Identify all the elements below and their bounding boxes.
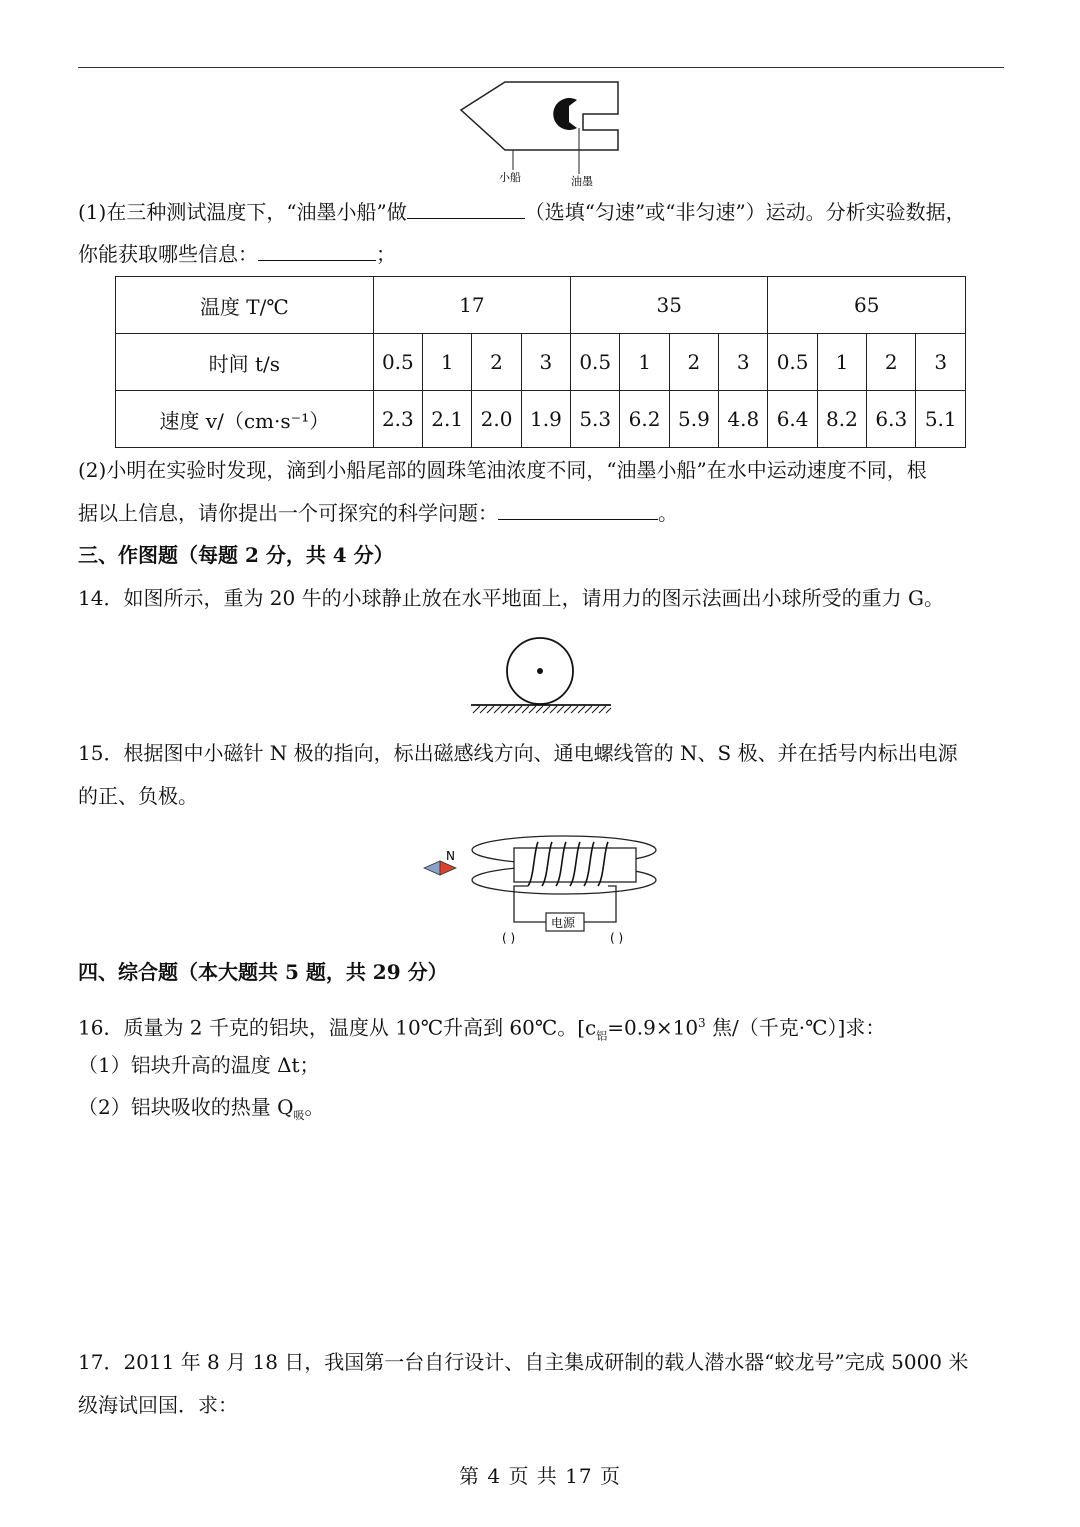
time-cell: 1 [817, 334, 866, 391]
q16-text-c: 焦/（千克·℃）]求： [705, 1015, 886, 1040]
time-cell: 2 [472, 334, 521, 391]
answer-blank-3[interactable] [498, 499, 658, 520]
section-4-heading: 四、综合题（本大题共 5 题，共 29 分） [78, 960, 448, 984]
speed-cell: 6.3 [867, 391, 916, 448]
q16-text-b: =0.9×10 [607, 1015, 699, 1040]
speed-cell: 5.9 [669, 391, 718, 448]
time-cell: 3 [521, 334, 570, 391]
page-footer: 第 4 页 共 17 页 [459, 1464, 621, 1488]
speed-cell: 2.1 [423, 391, 472, 448]
time-cell: 0.5 [373, 334, 422, 391]
power-source-label: 电源 [551, 916, 576, 930]
left-pole-bracket: ( ) [502, 931, 516, 945]
boat-label: 小船 [499, 171, 521, 184]
q13-text-b: （选填“匀速”或“非匀速”）运动。分析实验数据， [524, 200, 966, 224]
speed-cell: 8.2 [817, 391, 866, 448]
q15-stem-line2: 的正、负极。 [78, 784, 198, 808]
time-cell: 1 [423, 334, 472, 391]
q13-part1-line1 [78, 198, 966, 226]
q13-text-c: 你能获取哪些信息： [78, 242, 258, 266]
speed-header: 速度 v/（cm·s⁻¹） [116, 391, 374, 448]
q13-text-a: (1)在三种测试温度下，“油墨小船”做 [78, 200, 407, 224]
q16-sub-al: 铝 [596, 1029, 608, 1043]
temp-35: 35 [571, 277, 768, 334]
ink-drop [553, 98, 577, 130]
speed-cell: 5.1 [916, 391, 966, 448]
ink-boat-figure [455, 78, 625, 190]
time-cell: 0.5 [571, 334, 620, 391]
temp-17: 17 [373, 277, 570, 334]
speed-cell: 1.9 [521, 391, 570, 448]
q16-sub2-text-b: 。 [304, 1095, 325, 1119]
time-cell: 2 [669, 334, 718, 391]
time-cell: 2 [867, 334, 916, 391]
q16-sup-3: 3 [698, 1016, 706, 1030]
time-cell: 0.5 [768, 334, 817, 391]
q16-sub2-sub: 吸 [293, 1109, 305, 1122]
q13-text-f: 。 [658, 501, 678, 525]
q16-sub1: （1）铝块升高的温度 Δt； [78, 1053, 320, 1077]
time-cell: 3 [916, 334, 966, 391]
compass-n-label: N [446, 849, 455, 863]
speed-cell: 2.3 [373, 391, 422, 448]
q13-part2-line1: (2)小明在实验时发现，滴到小船尾部的圆珠笔油浓度不同，“油墨小船”在水中运动速度不同，根 [78, 458, 927, 482]
experiment-table [115, 276, 966, 448]
q13-text-e: 据以上信息，请你提出一个可探究的科学问题： [78, 501, 498, 525]
q16-stem [78, 1009, 885, 1051]
time-cell: 1 [620, 334, 669, 391]
time-cell: 3 [719, 334, 768, 391]
temp-header: 温度 T/℃ [116, 277, 374, 334]
q16-sub2-text-a: （2）铝块吸收的热量 Q [78, 1095, 294, 1119]
speed-cell: 2.0 [472, 391, 521, 448]
q13-part1-line2 [78, 240, 396, 268]
q13-part2-line2 [78, 499, 678, 527]
wire-right [584, 886, 616, 922]
q16-text-a: 16．质量为 2 千克的铝块，温度从 10℃升高到 60℃。[c [78, 1015, 597, 1040]
header-rule [78, 67, 1004, 68]
ink-label: 油墨 [571, 175, 593, 188]
solenoid-figure [420, 828, 665, 948]
speed-cell: 4.8 [719, 391, 768, 448]
compass-needle-south [424, 861, 440, 875]
answer-blank-1[interactable] [407, 198, 525, 219]
ground-hatching [473, 706, 611, 713]
right-pole-bracket: ( ) [610, 931, 624, 945]
q16-sub2 [78, 1093, 324, 1130]
answer-blank-2[interactable] [258, 240, 376, 261]
speed-cell: 6.2 [620, 391, 669, 448]
section-3-heading: 三、作图题（每题 2 分，共 4 分） [78, 543, 394, 567]
q17-stem-line2: 级海试回国．求： [78, 1393, 238, 1417]
speed-cell: 5.3 [571, 391, 620, 448]
temp-65: 65 [768, 277, 966, 334]
speed-cell: 6.4 [768, 391, 817, 448]
q15-stem-line1: 15．根据图中小磁针 N 极的指向，标出磁感线方向、通电螺线管的 N、S 极、并在括号内标出电源 [78, 741, 958, 765]
q17-stem-line1: 17．2011 年 8 月 18 日，我国第一台自行设计、自主集成研制的载人潜水器“蛟龙号”完成 5000 米 [78, 1350, 969, 1374]
time-header: 时间 t/s [116, 334, 374, 391]
q13-text-d: ； [376, 242, 396, 266]
compass-needle-north [440, 861, 456, 875]
ball-on-ground-figure [465, 634, 617, 718]
ball-center-dot [537, 668, 543, 674]
wire-left [514, 886, 546, 922]
boat-outline [461, 82, 618, 150]
q14-stem: 14．如图所示，重为 20 牛的小球静止放在水平地面上，请用力的图示法画出小球所受的重力 G。 [78, 586, 944, 610]
